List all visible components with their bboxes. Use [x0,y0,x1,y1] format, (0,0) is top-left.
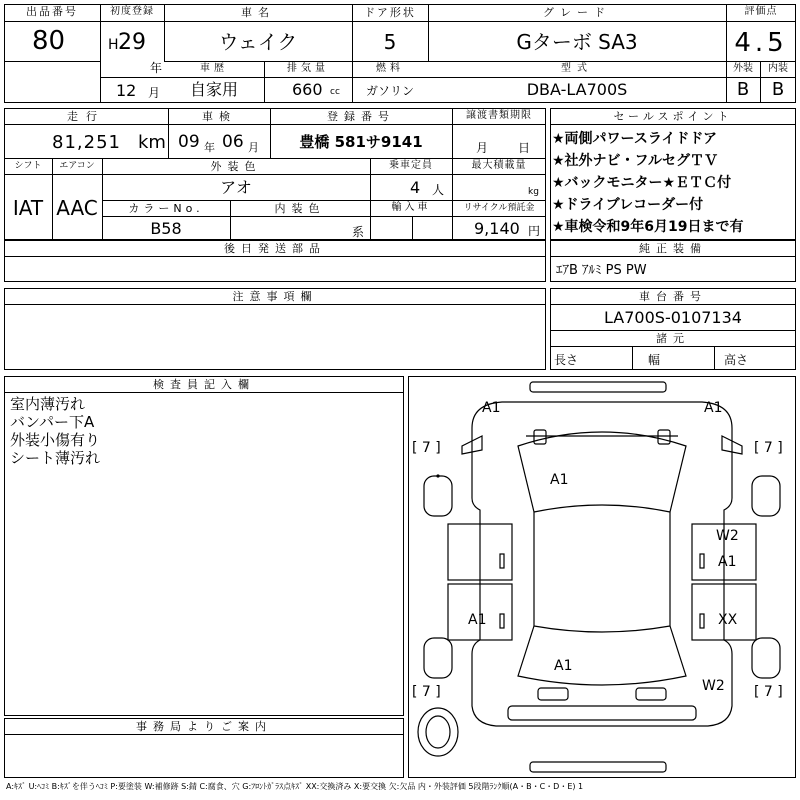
plate-value: 豊橋 581サ9141 [299,133,423,151]
load-label: 最大積載量 [471,160,527,171]
history-value: 自家用 [189,80,238,99]
transfer-month-unit: 月 [476,141,489,155]
shift-value: IAT [12,196,44,220]
color-label: 外装色 [210,160,262,173]
first-reg-era: H [108,37,119,53]
displacement-unit: cc [330,87,340,97]
mileage-unit: km [138,132,166,153]
ac-value: AAC [56,196,98,220]
mileage-label: 走行 [67,110,105,123]
sales-point-item: ★ドライブレコーダー付 [552,197,704,213]
interior-value: B [771,79,785,100]
plate-label: 登録番号 [327,110,395,123]
car-diagram [408,376,796,778]
exterior-value: B [736,79,750,100]
office-label: 事務局よりご案内 [136,720,272,733]
length-label: 長さ [554,353,579,367]
score-value: 4.5 [734,28,788,58]
inspector-line: 室内薄汚れ [10,395,86,413]
mark-right-front-door-2: A1 [718,554,737,570]
year-unit: 年 [150,61,163,75]
car-name-label: 車名 [241,6,275,19]
displacement-label: 排気量 [287,63,329,74]
later-parts-label: 後日発送部品 [224,242,326,255]
recycle-unit: 円 [528,224,541,238]
doors-value: 5 [383,30,397,54]
inspector-line: 外装小傷有り [10,431,101,449]
inspection-label: 車検 [202,110,236,123]
first-reg-label: 初度登録 [110,6,154,17]
sales-point-item: ★社外ナビ・フルセグＴＶ [552,153,718,169]
import-label: 輸入車 [391,202,431,213]
mark-front-right: A1 [704,400,723,416]
height-label: 高さ [724,353,749,367]
chassis-value: LA700S-0107134 [604,308,742,327]
mark-right-rear: XX [718,612,738,628]
mark-rear-right: W2 [702,678,725,694]
tire-bottom-left: [ 7 ] [412,684,441,700]
color-no-label: カラーNo. [128,202,204,215]
grade-label: グレード [543,6,611,19]
tire-bottom-right: [ 7 ] [754,684,783,700]
capacity-label: 乗車定員 [389,160,433,171]
color-value: アオ [220,178,252,197]
mark-left-rear: A1 [468,612,487,628]
first-reg-month: 12 [116,81,137,100]
mileage-value: 81,251 [52,132,121,153]
inspector-line: バンパー下A [10,413,95,431]
tire-top-left: [ 7 ] [412,440,441,456]
transfer-day-unit: 日 [518,141,531,155]
fuel-value: ガソリン [365,84,414,98]
capacity-unit: 人 [432,183,445,197]
load-unit: kg [528,187,539,197]
history-label: 車歴 [200,63,228,74]
fuel-label: 燃料 [376,63,404,74]
inspection-year: 09 [178,132,200,152]
first-reg-year: 29 [118,30,146,55]
inspection-month-unit: 月 [248,141,259,154]
equipment-value: ｴｱB ｱﾙﾐ PS PW [556,263,647,278]
model-label: 型式 [561,63,593,74]
sales-point-item: ★車検令和9年6月19日まで有 [552,219,744,235]
inspection-month: 06 [222,132,244,152]
lot-value: 80 [32,26,66,56]
notes-label: 注意事項欄 [232,290,318,303]
displacement-value: 660 [292,80,323,99]
inspector-label: 検査員記入欄 [153,378,255,391]
color-no-value: B58 [150,219,182,238]
lot-label: 出品番号 [26,5,78,18]
mark-front-left: A1 [482,400,501,416]
mark-hood: A1 [550,472,569,488]
transfer-label: 譲渡書類期限 [466,110,532,121]
chassis-label: 車台番号 [639,290,707,303]
legend-text: A:ｷｽﾞ U:ﾍｺﾐ B:ｷｽﾞを伴うﾍｺﾐ P:要塗装 W:補修跡 S:錆 C:腐食、穴 G:ﾌﾛﾝﾄｶﾞﾗｽ点ｷｽﾞ XX:交換済み X:要交換 欠:欠品 内・外装評価 5段階ﾗﾝｸ順(A・B・C・D・E) 1 [6,782,584,791]
interior-label: 内装 [768,63,788,74]
mark-right-front-door-1: W2 [716,528,739,544]
exterior-label: 外装 [733,63,753,74]
sales-points-label: セールスポイント [613,110,733,123]
capacity-value: 4 [410,178,421,197]
recycle-value: 9,140 [474,219,520,238]
int-color-label: 内装色 [274,202,326,215]
model-value: DBA-LA700S [526,80,628,99]
inspector-line: シート薄汚れ [10,449,101,467]
int-color-unit: 系 [352,225,365,239]
score-label: 評価点 [744,6,778,17]
sales-point-item: ★バックモニター★ＥＴＣ付 [552,175,732,191]
inspection-year-unit: 年 [204,141,215,154]
mark-roof-rear: A1 [554,658,573,674]
car-name-value: ウェイク [218,30,298,54]
sales-point-item: ★両側パワースライドドア [552,131,718,147]
width-label: 幅 [648,353,661,367]
dims-label: 諸元 [656,332,690,345]
tire-top-right: [ 7 ] [754,440,783,456]
recycle-label: リサイクル預託金 [463,203,535,213]
shift-label: シフト [14,161,42,171]
equipment-label: 純正装備 [639,242,707,255]
grade-value: Gターボ SA3 [516,30,638,54]
month-unit: 月 [148,86,161,100]
ac-label: エアコン [59,161,95,171]
doors-label: ドア形状 [364,6,416,19]
